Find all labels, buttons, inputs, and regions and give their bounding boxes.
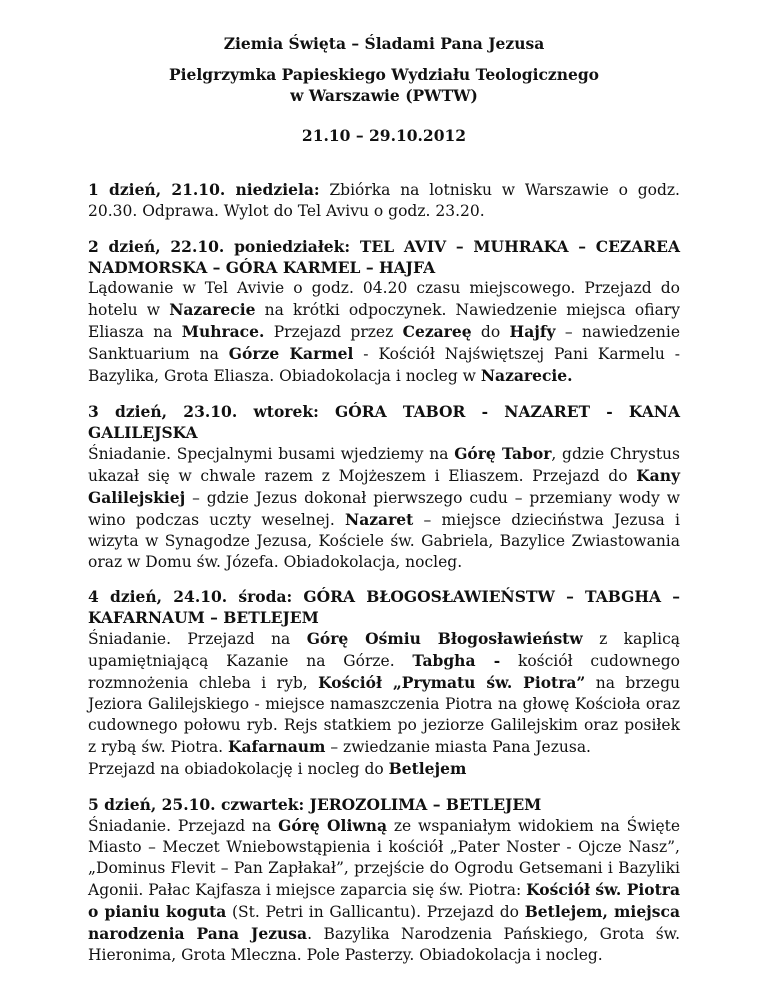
place-name: Betlejem — [388, 759, 467, 778]
text-run: Lądowanie w Tel Avivie o godz. 04.20 czasu miejscowego. Przejazd do hotelu w — [88, 279, 680, 319]
text-run: – zwiedzanie miasta Pana Jezusa. — [325, 738, 591, 756]
place-name: Górę Ośmiu Błogosławieństw — [306, 629, 583, 648]
day-4-heading: 4 dzień, 24.10. środa: GÓRA BŁOGOSŁAWIEŃSTW – TABGHA – KAFARNAUM – BETLEJEM — [88, 587, 680, 627]
day-2-section — [88, 236, 680, 387]
day-5-description — [88, 815, 680, 966]
place-name: Hajfy — [509, 322, 556, 341]
place-name: Tabgha - — [412, 651, 501, 670]
subtitle-line-1: Pielgrzymka Papieskiego Wydziału Teologicznego — [168, 65, 600, 84]
day-1-description: Zbiórka na lotnisku w Warszawie o godz. 20.30. Odprawa. Wylot do Tel Avivu o godz. 23.20. — [88, 181, 680, 220]
text-run: Śniadanie. Przejazd na — [88, 817, 279, 835]
day-2-description — [88, 278, 680, 387]
place-name: Nazarecie — [169, 300, 256, 319]
day-4-closing — [88, 758, 680, 780]
text-run: Śniadanie. Specjalnymi busami wjedziemy na — [88, 445, 455, 463]
place-name: Muhrace. — [181, 322, 265, 341]
day-4-section — [88, 586, 680, 780]
day-4-description — [88, 628, 680, 758]
document-page — [88, 0, 680, 966]
day-1-heading: 1 dzień, 21.10. niedziela: — [88, 180, 320, 199]
subtitle — [88, 64, 680, 106]
place-name: Kafarnaum — [228, 737, 326, 756]
day-2-heading: 2 dzień, 22.10. poniedziałek: TEL AVIV – MUHRAKA – CEZAREA NADMORSKA – GÓRA KARMEL – HAJFA — [88, 237, 680, 277]
trip-dates: 21.10 – 29.10.2012 — [301, 126, 467, 145]
place-name: Kościół „Prymatu św. Piotra” — [318, 673, 586, 692]
text-run: do — [471, 323, 510, 341]
subtitle-line-2: w Warszawie (PWTW) — [290, 86, 478, 105]
text-run: – gdzie Jezus dokonał pierwszego cudu – przemiany wody w wino podczas uczty weselnej. — [88, 489, 680, 529]
day-1-text — [88, 179, 680, 222]
text-run: Śniadanie. Przejazd na — [88, 630, 307, 648]
text-run: na krótki odpoczynek. Nawiedzenie miejsca ofiary Eliasza na — [88, 301, 680, 341]
text-run: , gdzie Chrystus ukazał się w chwale razem z Mojżeszem i Eliaszem. Przejazd do — [88, 445, 680, 485]
page-title: Ziemia Święta – Śladami Pana Jezusa — [223, 34, 545, 53]
place-name: Betlejem, miejsca narodzenia Pana Jezusa — [88, 902, 680, 943]
text-run: ze wspaniałym widokiem na Święte Miasto – Meczet Wniebowstąpienia i kościół „Pater Noster - Ojcze Nasz”, „Dominus Flevit – Pan Zapłakał”, przejście do Ogrodu Getsemani i Bazyliki Agonii. Pałac Kajfasza i miejsce zaparcia się św. Piotra: — [88, 817, 681, 899]
text-run: kościół cudownego rozmnożenia chleba i ryb, — [88, 652, 680, 692]
text-run: z kaplicą upamiętniającą Kazanie na Górze. — [88, 630, 681, 670]
text-run: (St. Petri in Gallicantu). Przejazd do — [226, 903, 525, 921]
text-run: Przejazd na obiadokolację i nocleg do — [88, 760, 389, 778]
place-name: Górę Tabor — [454, 444, 552, 463]
place-name: Kany Galilejskiej — [88, 466, 680, 507]
text-run: – miejsce dzieciństwa Jezusa i wizyta w Synagodze Jezusa, Kościele św. Gabriela, Bazylice Zwiastowania oraz w Domu św. Józefa. Obiadokolacja, nocleg. — [88, 511, 680, 571]
text-run: na brzegu Jeziora Galilejskiego - miejsce namaszczenia Piotra na głowę Kościoła oraz cudownego połowu ryb. Rejs statkiem po jeziorze Galilejskim oraz posiłek z rybą św. Piotra. — [88, 674, 681, 756]
place-name: Górze Karmel — [228, 344, 354, 363]
place-name: Nazaret — [345, 510, 414, 529]
place-name: Cezareę — [402, 322, 472, 341]
place-name: Górę Oliwną — [278, 816, 387, 835]
day-3-section — [88, 401, 680, 573]
place-name: Nazarecie. — [480, 366, 573, 385]
day-1-section — [88, 179, 680, 222]
place-name: Kościół św. Piotra o pianiu koguta — [88, 880, 680, 921]
day-5-section — [88, 794, 680, 966]
text-run: Przejazd przez — [264, 323, 403, 341]
day-5-heading: 5 dzień, 25.10. czwartek: JEROZOLIMA – BETLEJEM — [88, 795, 542, 814]
day-3-description — [88, 443, 680, 573]
text-run: - Kościół Najświętszej Pani Karmelu - Bazylika, Grota Eliasza. Obiadokolacja i nocleg w — [88, 345, 681, 385]
text-run: – nawiedzenie Sanktuarium na — [88, 323, 680, 363]
day-3-heading: 3 dzień, 23.10. wtorek: GÓRA TABOR - NAZARET - KANA GALILEJSKA — [88, 402, 680, 442]
text-run: . Bazylika Narodzenia Pańskiego, Grota św. Hieronima, Grota Mleczna. Pole Pasterzy. Obiadokolacja i nocleg. — [88, 925, 680, 964]
